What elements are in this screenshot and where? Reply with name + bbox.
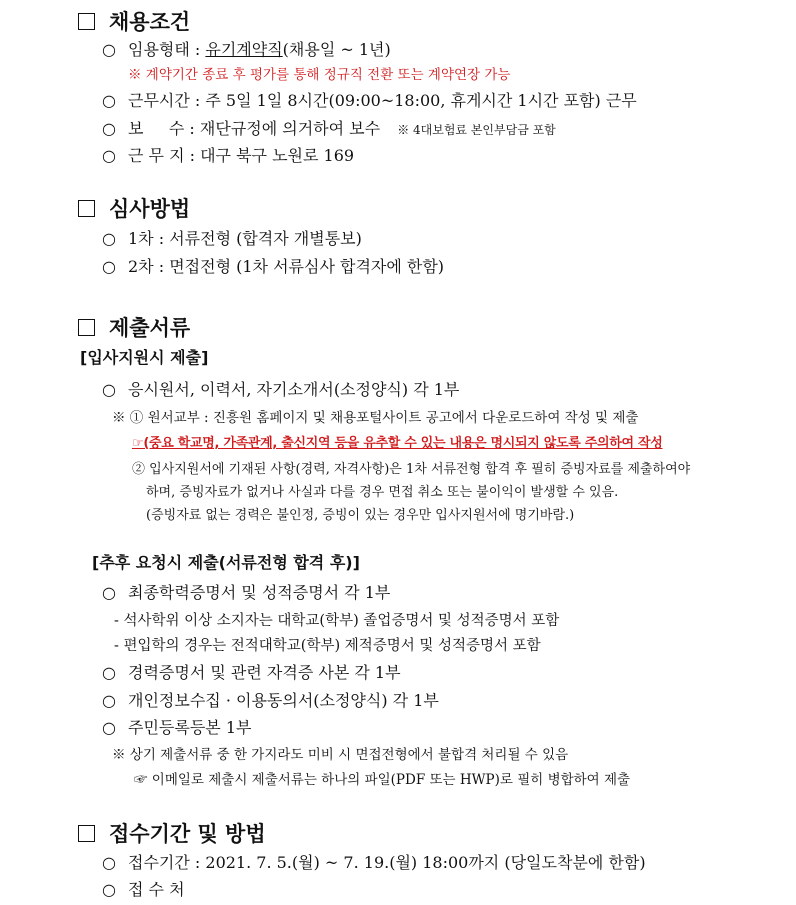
- note-evidence-line3: (증빙자료 없는 경력은 불인정, 증빙이 있는 경우만 입사지원서에 명기바람.): [146, 508, 575, 523]
- section-title-submission: 접수기간 및 방법: [78, 818, 266, 848]
- bullet-circle-icon: ○: [102, 229, 116, 248]
- note-evidence-line2: 하며, 증빙자료가 없거나 사실과 다를 경우 면접 취소 또는 불이익이 발생할 수 있음.: [146, 485, 619, 500]
- bullet-circle-icon: ○: [102, 880, 116, 899]
- employment-type-value: 유기계약직: [205, 40, 283, 59]
- bullet-circle-icon: ○: [102, 380, 116, 399]
- bullet-circle-icon: ○: [102, 40, 116, 59]
- section-title-screening: 심사방법: [78, 193, 190, 223]
- bullet-circle-icon: ○: [102, 119, 116, 138]
- work-hours-line: ○ 근무시간 : 주 5일 1일 8시간(09:00~18:00, 휴게시간 1시간 포함) 근무: [102, 91, 637, 110]
- bullet-circle-icon: ○: [102, 853, 116, 872]
- pay-note: ※ 4대보험료 본인부담금 포함: [397, 123, 556, 137]
- later-item-education: ○ 최종학력증명서 및 성적증명서 각 1부: [102, 583, 391, 602]
- note-evidence-line1: ② 입사지원서에 기재된 사항(경력, 자격사항)은 1차 서류전형 합격 후 필히 증빙자료를 제출하여야: [132, 462, 691, 477]
- checkbox-square-icon: [78, 825, 95, 842]
- location-line: ○ 근 무 지 : 대구 북구 노원로 169: [102, 146, 355, 165]
- later-sub-transfer: - 편입학의 경우는 전적대학교(학부) 제적증명서 및 성적증명서 포함: [114, 638, 541, 654]
- screening-step1: ○ 1차 : 서류전형 (합격자 개별통보): [102, 229, 362, 248]
- section-title-conditions: 채용조건: [78, 6, 190, 36]
- application-item: ○ 응시원서, 이력서, 자기소개서(소정양식) 각 1부: [102, 380, 460, 399]
- section-title-documents: 제출서류: [78, 312, 190, 342]
- later-sub-masters: - 석사학위 이상 소지자는 대학교(학부) 졸업증명서 및 성적증명서 포함: [114, 613, 560, 629]
- pay-line: ○ 보 수 : 재단규정에 의거하여 보수 ※ 4대보험료 본인부담금 포함: [102, 119, 556, 138]
- conversion-note: ※ 계약기간 종료 후 평가를 통해 정규직 전환 또는 계약연장 가능: [128, 67, 511, 83]
- note-form-download: ※ ① 원서교부 : 진흥원 홈페이지 및 채용포털사이트 공고에서 다운로드하여 작성 및 제출: [112, 410, 639, 426]
- bullet-circle-icon: ○: [102, 146, 116, 165]
- application-header: [입사지원시 제출]: [80, 348, 209, 367]
- screening-step2: ○ 2차 : 면접전형 (1차 서류심사 합격자에 한함): [102, 257, 445, 276]
- submission-period: ○ 접수기간 : 2021. 7. 5.(월) ~ 7. 19.(월) 18:00까지 (당일도착분에 한함): [102, 853, 646, 872]
- bullet-circle-icon: ○: [102, 691, 116, 710]
- bullet-circle-icon: ○: [102, 257, 116, 276]
- bullet-circle-icon: ○: [102, 583, 116, 602]
- checkbox-square-icon: [78, 200, 95, 217]
- later-header: [추후 요청시 제출(서류전형 합격 후)]: [92, 553, 360, 572]
- employment-type-line: ○ 임용형태 : 유기계약직(채용일 ~ 1년): [102, 40, 391, 59]
- bullet-circle-icon: ○: [102, 718, 116, 737]
- warning-note: ☞(중요 학교명, 가족관계, 출신지역 등을 유추할 수 있는 내용은 명시되지 않도록 주의하여 작성: [132, 436, 663, 451]
- bullet-circle-icon: ○: [102, 91, 116, 110]
- later-item-resident: ○ 주민등록등본 1부: [102, 718, 252, 737]
- bullet-circle-icon: ○: [102, 663, 116, 682]
- submission-place: ○ 접 수 처: [102, 880, 185, 899]
- later-item-career: ○ 경력증명서 및 관련 자격증 사본 각 1부: [102, 663, 401, 682]
- checkbox-square-icon: [78, 319, 95, 336]
- later-note-email: ☞ 이메일로 제출시 제출서류는 하나의 파일(PDF 또는 HWP)로 필히 병합하여 제출: [134, 772, 631, 788]
- checkbox-square-icon: [78, 13, 95, 30]
- later-item-privacy: ○ 개인정보수집 · 이용동의서(소정양식) 각 1부: [102, 691, 439, 710]
- later-note-missing: ※ 상기 제출서류 중 한 가지라도 미비 시 면접전형에서 불합격 처리될 수 있음: [112, 747, 569, 763]
